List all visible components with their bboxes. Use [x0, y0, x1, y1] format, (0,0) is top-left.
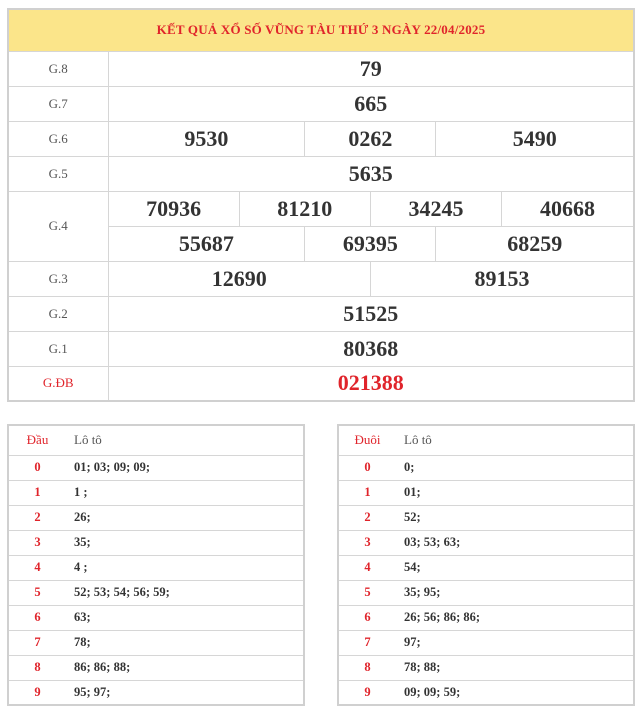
- prize-label-g7: G.7: [8, 86, 108, 121]
- loto-row: [8, 455, 304, 480]
- prize-number: 51525: [108, 296, 634, 331]
- loto-row: [8, 655, 304, 680]
- prize-row-g4: [8, 191, 634, 226]
- loto-val: 4 ;: [66, 555, 304, 580]
- loto-val: 1 ;: [66, 480, 304, 505]
- loto-val: 54;: [396, 555, 634, 580]
- prize-row-g2: [8, 296, 634, 331]
- prize-label-g6: G.6: [8, 121, 108, 156]
- loto-header-key: Đầu: [8, 425, 66, 455]
- prize-number: 68259: [436, 226, 634, 261]
- loto-key: 4: [338, 555, 396, 580]
- prize-number: 55687: [108, 226, 305, 261]
- loto-key: 6: [8, 605, 66, 630]
- loto-row: [338, 630, 634, 655]
- prize-row-g6: [8, 121, 634, 156]
- loto-header-val: Lô tô: [396, 425, 634, 455]
- loto-key: 2: [8, 505, 66, 530]
- prize-number: 69395: [305, 226, 436, 261]
- loto-val: 01;: [396, 480, 634, 505]
- loto-key: 5: [8, 580, 66, 605]
- loto-val: 35;: [66, 530, 304, 555]
- loto-val: 03; 53; 63;: [396, 530, 634, 555]
- loto-key: 8: [8, 655, 66, 680]
- special-prize-number: 021388: [108, 366, 634, 401]
- loto-row: [338, 655, 634, 680]
- loto-key: 9: [8, 680, 66, 705]
- loto-key: 1: [8, 480, 66, 505]
- prize-row-g3: [8, 261, 634, 296]
- prize-label-g8: G.8: [8, 51, 108, 86]
- prize-number: 5490: [436, 121, 634, 156]
- loto-key: 2: [338, 505, 396, 530]
- loto-val: 26;: [66, 505, 304, 530]
- loto-key: 3: [8, 530, 66, 555]
- loto-header-key: Đuôi: [338, 425, 396, 455]
- loto-row: [338, 455, 634, 480]
- loto-key: 7: [338, 630, 396, 655]
- loto-row: [8, 530, 304, 555]
- prize-number: 89153: [370, 261, 634, 296]
- loto-row: [338, 605, 634, 630]
- prize-label-g4: G.4: [8, 191, 108, 261]
- title-row: [8, 9, 634, 51]
- loto-row: [338, 555, 634, 580]
- loto-val: 35; 95;: [396, 580, 634, 605]
- prize-number: 5635: [108, 156, 634, 191]
- loto-row: [8, 480, 304, 505]
- prize-number: 665: [108, 86, 634, 121]
- loto-row: [338, 505, 634, 530]
- loto-key: 0: [338, 455, 396, 480]
- loto-key: 1: [338, 480, 396, 505]
- loto-row: [338, 480, 634, 505]
- prize-number: 12690: [108, 261, 370, 296]
- loto-val: 0;: [396, 455, 634, 480]
- loto-key: 5: [338, 580, 396, 605]
- prize-number: 34245: [370, 191, 501, 226]
- loto-row: [8, 555, 304, 580]
- prize-row-gdb: [8, 366, 634, 401]
- prize-number: 0262: [305, 121, 436, 156]
- prize-label-g1: G.1: [8, 331, 108, 366]
- loto-val: 78;: [66, 630, 304, 655]
- prize-number: 40668: [502, 191, 634, 226]
- page-title: KẾT QUẢ XỔ SỐ VŨNG TÀU THỨ 3 NGÀY 22/04/2025: [8, 9, 634, 51]
- prize-label-g3: G.3: [8, 261, 108, 296]
- loto-key: 4: [8, 555, 66, 580]
- loto-row: [8, 580, 304, 605]
- loto-key: 3: [338, 530, 396, 555]
- loto-key: 6: [338, 605, 396, 630]
- prize-row-g1: [8, 331, 634, 366]
- loto-header-row: [8, 425, 304, 455]
- loto-val: 63;: [66, 605, 304, 630]
- prize-label-g2: G.2: [8, 296, 108, 331]
- prize-row-g8: [8, 51, 634, 86]
- loto-row: [338, 680, 634, 705]
- loto-val: 78; 88;: [396, 655, 634, 680]
- loto-row: [8, 505, 304, 530]
- loto-key: 0: [8, 455, 66, 480]
- loto-val: 52;: [396, 505, 634, 530]
- prize-number: 80368: [108, 331, 634, 366]
- loto-val: 52; 53; 54; 56; 59;: [66, 580, 304, 605]
- loto-key: 7: [8, 630, 66, 655]
- loto-val: 86; 86; 88;: [66, 655, 304, 680]
- loto-row: [8, 680, 304, 705]
- prize-number: 81210: [239, 191, 370, 226]
- loto-val: 09; 09; 59;: [396, 680, 634, 705]
- loto-row: [8, 605, 304, 630]
- loto-header-val: Lô tô: [66, 425, 304, 455]
- loto-key: 8: [338, 655, 396, 680]
- prize-label-g5: G.5: [8, 156, 108, 191]
- loto-tail-table: [337, 424, 635, 706]
- results-table: [7, 8, 635, 402]
- loto-header-row: [338, 425, 634, 455]
- prize-number: 70936: [108, 191, 239, 226]
- loto-head-table: [7, 424, 305, 706]
- prize-row-g7: [8, 86, 634, 121]
- loto-row: [8, 630, 304, 655]
- loto-val: 97;: [396, 630, 634, 655]
- prize-number: 9530: [108, 121, 305, 156]
- loto-val: 95; 97;: [66, 680, 304, 705]
- loto-row: [338, 580, 634, 605]
- prize-label-gdb: G.ĐB: [8, 366, 108, 401]
- prize-row-g5: [8, 156, 634, 191]
- loto-key: 9: [338, 680, 396, 705]
- loto-val: 26; 56; 86; 86;: [396, 605, 634, 630]
- prize-number: 79: [108, 51, 634, 86]
- loto-val: 01; 03; 09; 09;: [66, 455, 304, 480]
- loto-row: [338, 530, 634, 555]
